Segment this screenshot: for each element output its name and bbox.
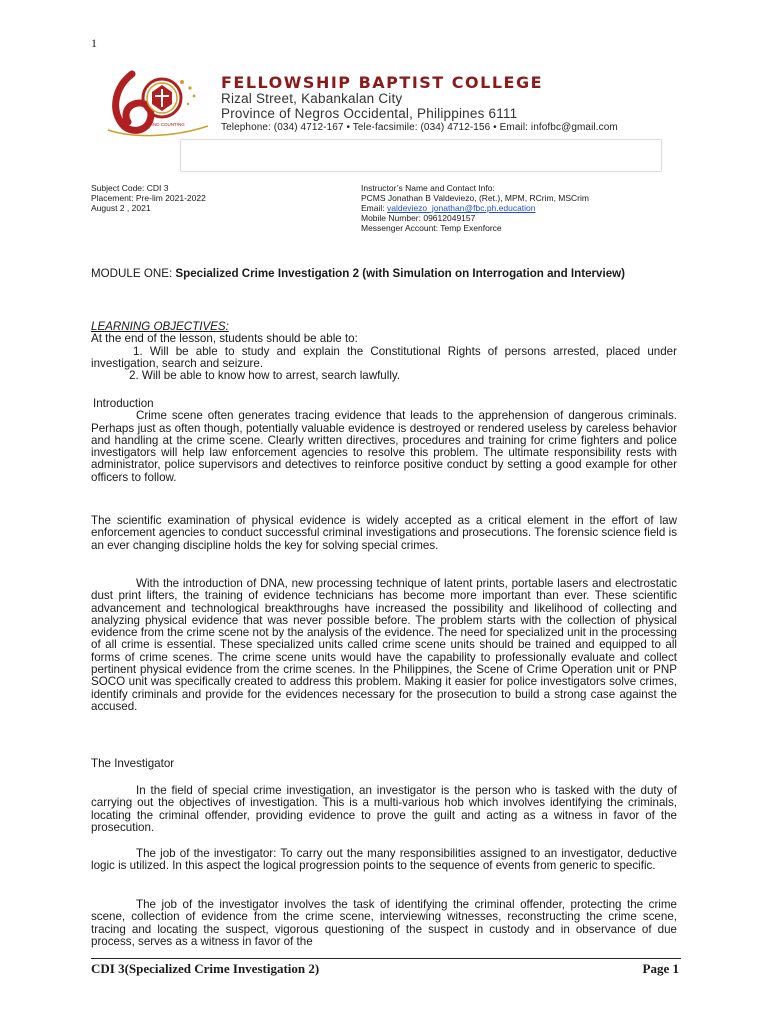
intro-paragraph-2: The scientific examination of physical evidence is widely accepted as a critical element in the effort of law enforcement agencies to conduct successful criminal investigations and prosecutions. The forensic science field is an ever changing discipline holds the key for solving special crimes. (91, 514, 677, 552)
introduction-section (91, 398, 677, 484)
page-number-top: 1 (91, 36, 97, 50)
email-label: Email: (361, 203, 387, 213)
investigator-heading: The Investigator (91, 757, 175, 770)
college-header (221, 74, 751, 135)
module-prefix: MODULE ONE: (91, 267, 176, 280)
intro-paragraph-1: Crime scene often generates tracing evidence that leads to the apprehension of dangerous criminals. Perhaps just as often though, potentially valuable evidence is destroyed or rendered useless by careless behavior and handling at the crime scene. Clearly written directives, procedures and training for crime fighters and police investigators will help law enforcement agencies to resolve this problem. The ultimate responsibility rests with administrator, police supervisors and detectives to reinforce positive conduct by setting a good example for other officers to follow. (91, 409, 677, 484)
mobile-number: Mobile Number: 09612049157 (361, 213, 476, 223)
placement: Placement: Pre-lim 2021-2022 (91, 193, 206, 203)
messenger-account: Messenger Account: Temp Exenforce (361, 223, 502, 233)
learning-objectives (91, 321, 677, 382)
instructor-name: PCMS Jonathan B Valdeviezo, (Ret.), MPM, RCrim, MSCrim (361, 193, 589, 203)
instructor-label: Instructor’s Name and Contact Info: (361, 183, 495, 193)
investigator-paragraph-3: The job of the investigator involves the task of identifying the criminal offender, protecting the crime scene, collection of evidence from the crime scene, interviewing witnesses, reconstructing the crime scene, tracing and locating the suspect, vigorous questioning of the suspect in custody and in observance of due process, serves as a witness in favor of the (91, 898, 677, 948)
footer-rule (91, 958, 681, 959)
investigator-paragraph-2: The job of the investigator: To carry out the many responsibilities assigned to an investigator, deductive logic is utilized. In this aspect the logical progression points to the sequence of events from generic to specific. (91, 847, 677, 873)
module-title (91, 267, 677, 281)
instructor-info (361, 183, 589, 233)
objectives-title: LEARNING OBJECTIVES: (91, 320, 229, 333)
intro-paragraph-3: With the introduction of DNA, new processing technique of latent prints, portable lasers and electrostatic dust print lifters, the training of evidence technicians has become more important than ever. These scientific advancement and technological breakthroughs have increased the possibility and likelihood of collecting and analyzing physical evidence that was never possible before. The problem starts with the collection of physical evidence from the crime scene not by the analysis of the evidence. The need for specialized unit in the processing of all crime is essential. These specialized units called crime scene units should be trained and equipped to all forms of crime scenes. The crime scene units would have the capability to professionally evaluate and collect pertinent physical evidence from the crime scenes. In the Philippines, the Scene of Crime Operation unit or PNP SOCO unit was specifically created to address this problem. Making it easier for police investigators solve crimes, identify criminals and provide for the evidences necessary for the prosecution to build a strong case against the accused. (91, 577, 677, 713)
footer-page-number: Page 1 (642, 961, 679, 976)
college-province: Province of Negros Occidental, Philippines 6111 (221, 105, 518, 121)
objective-2: 2. Will be able to know how to arrest, search lawfully. (129, 369, 401, 383)
footer-course: CDI 3(Specialized Crime Investigation 2) (91, 961, 320, 976)
college-contact: Telephone: (034) 4712-167 • Tele-facsimile: (034) 4712-156 • Email: infofbc@gmail.com (221, 122, 618, 133)
investigator-paragraph-1: In the field of special crime investigation, an investigator is the person who is tasked with the duty of carrying out the objectives of investigation. This is a multi-various hob which involves identifying the criminals, locating the criminal offender, providing evidence to prove the guilt and acting as a witness in favor of the prosecution. (91, 784, 677, 834)
college-logo (102, 68, 218, 138)
college-name: FELLOWSHIP BAPTIST COLLEGE (221, 73, 543, 92)
subject-code: Subject Code: CDI 3 (91, 183, 169, 193)
module-name: Specialized Crime Investigation 2 (with Simulation on Interrogation and Interview) (175, 267, 626, 280)
subject-info (91, 183, 206, 213)
objectives-intro: At the end of the lesson, students should be able to: (91, 332, 358, 346)
college-address: Rizal Street, Kabankalan City (221, 91, 403, 106)
objective-1: 1. Will be able to study and explain the Constitutional Rights of persons arrested, placed under investigation, search and seizure. (91, 344, 677, 370)
introduction-heading: Introduction (93, 397, 154, 410)
blank-header-box (180, 139, 662, 172)
svg-text:AND COUNTING: AND COUNTING (150, 122, 185, 127)
email-line (361, 203, 589, 213)
date: August 2 , 2021 (91, 203, 151, 213)
email-link[interactable]: valdeviezo_jonathan@fbc.ph.education (386, 203, 536, 213)
